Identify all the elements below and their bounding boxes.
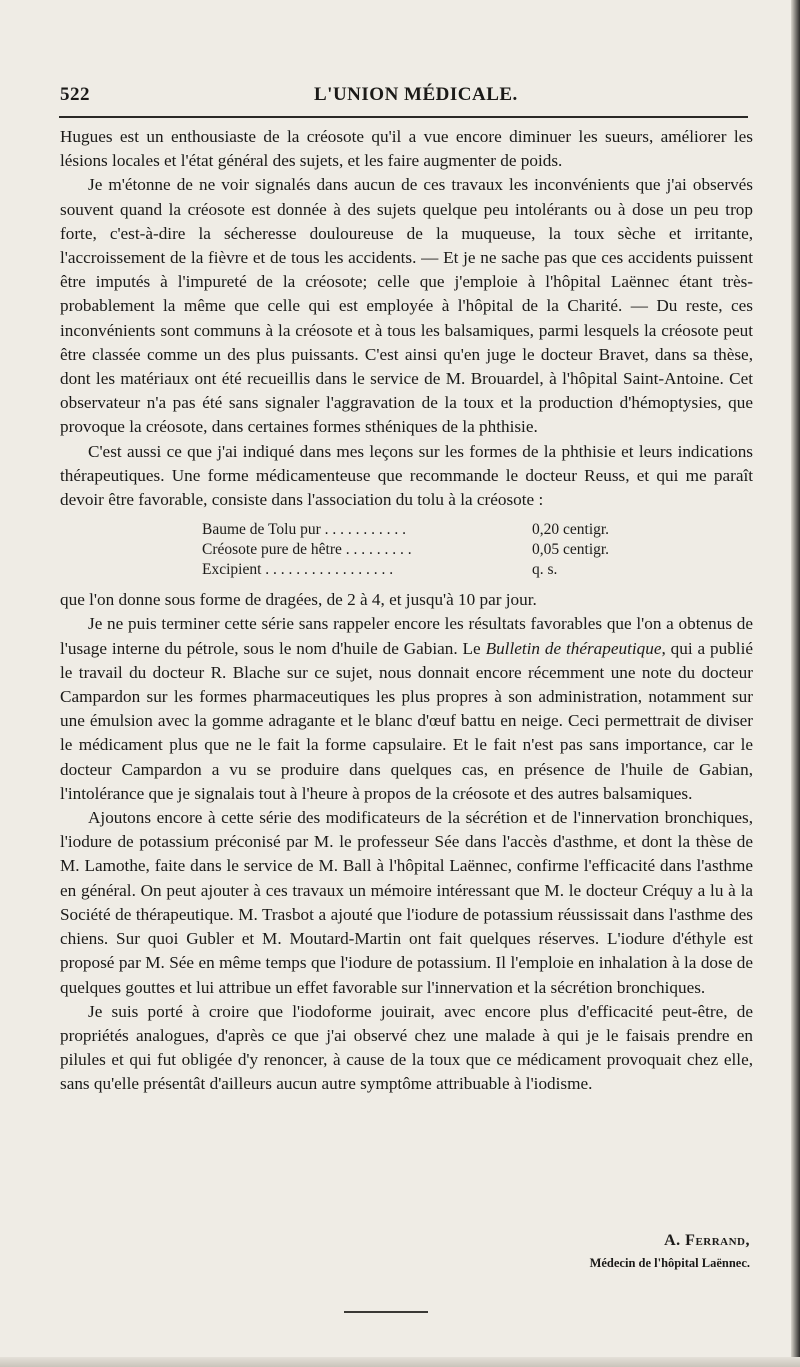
header-rule — [59, 116, 748, 118]
ingredient-quantity: 0,05 centigr. — [532, 541, 610, 559]
formula-row — [202, 520, 682, 540]
article-body — [60, 125, 753, 1097]
prescription-formula — [202, 520, 682, 580]
end-rule — [344, 1311, 428, 1313]
author-name: A. Ferrand, — [664, 1232, 750, 1249]
ingredient-quantity: q. s. — [532, 561, 558, 579]
paragraph — [60, 612, 753, 806]
paragraph: C'est aussi ce que j'ai indiqué dans mes leçons sur les formes de la phthisie et leurs indications thérapeutiques. Une forme médicamenteuse que recommande le docteur Reuss, et qui me paraît devoir être favorable, consiste dans l'association du tolu à la créosote : — [60, 441, 753, 510]
page-edge-shadow — [791, 0, 800, 1367]
formula-row — [202, 560, 682, 580]
author-signature — [540, 1232, 750, 1271]
formula-row — [202, 540, 682, 560]
paragraph-text: Je ne puis terminer cette série sans rappeler encore les résultats favorables que l'on a obtenus de l'usage interne du pétrole, sous le nom d'huile de Gabian. Le — [60, 614, 753, 658]
paragraph: Ajoutons encore à cette série des modificateurs de la sécrétion et de l'innervation bronchiques, l'iodure de potassium préconisé par M. le professeur Sée dans l'accès d'asthme, et dont la thèse de M. Lamothe, faite dans le service de M. Ball à l'hôpital Laënnec, confirme l'efficacité dans l'asthme en général. On peut ajouter à ces travaux un mémoire intéressant que M. le docteur Créquy a lu à la Société de thérapeutique. M. Trasbot a ajouté que l'iodure de potassium réussissait dans l'asthme des chiens. Sur quoi Gubler et M. Moutard-Martin ont fait quelques réserves. L'iodure d'éthyle est proposé par M. Sée en même temps que l'iodure de potassium. Il l'emploie en inhalation à la dose de quelques gouttes et lui attribue un effet favorable sur l'innervation et la sécrétion bronchiques. — [60, 808, 753, 997]
ingredient-quantity: 0,20 centigr. — [532, 521, 610, 539]
paragraph: Je m'étonne de ne voir signalés dans aucun de ces travaux les inconvénients que j'ai observés souvent quand la créosote est donnée à des sujets quelque peu intolérants ou à dose un peu trop forte, c'est-à-dire la sécheresse douloureuse de la muqueuse, la toux sèche et irritante, l'accroissement de la fièvre et de tous les accidents. — Et je ne sache pas que ces accidents puissent être imputés à l'impureté de la créosote; celle que j'emploie à l'hôpital Laënnec étant très-probablement la même que celle qui est employée à l'hôpital de la Charité. — Du reste, ces inconvénients sont communs à la créosote et à tous les balsamiques, parmi lesquels la créosote peut être classée comme un des plus puissants. C'est ainsi qu'en juge le docteur Bravet, dans sa thèse, dont les matériaux ont été recueillis dans le service de M. Brouardel, à l'hôpital Saint-Antoine. Cet observateur n'a pas été sans signaler l'aggravation de la toux et la production d'hémoptysies, que provoque la créosote, dans certaines formes sthéniques de la phthisie. — [60, 175, 753, 437]
ingredient-name: Créosote pure de hêtre . . . . . . . . . — [202, 541, 412, 559]
paragraph: Hugues est un enthousiaste de la créosote qu'il a vue encore diminuer les sueurs, améliorer les lésions locales et l'état général des sujets, et les faire augmenter de poids. — [60, 127, 753, 171]
ingredient-name: Baume de Tolu pur . . . . . . . . . . . — [202, 521, 406, 539]
author-title: Médecin de l'hôpital Laënnec. — [589, 1256, 750, 1270]
paragraph: que l'on donne sous forme de dragées, de 2 à 4, et jusqu'à 10 par jour. — [60, 590, 537, 610]
running-header — [60, 84, 750, 110]
page-bottom-edge — [0, 1357, 800, 1367]
journal-reference: Bulletin de thérapeutique — [485, 638, 662, 658]
page-number: 522 — [60, 84, 90, 105]
journal-title: L'UNION MÉDICALE. — [314, 84, 518, 105]
paragraph-text: , qui a publié le travail du docteur R. Blache sur ce sujet, nous donnait encore récemment une note du docteur Campardon sur les formes pharmaceutiques les plus propres à son administration, notamment sur une émulsion avec la gomme adragante et le blanc d'œuf battu en neige. Ceci permettrait de diviser le médicament plus que ne le fait la forme capsulaire. Et le fait n'est pas sans importance, car le docteur Campardon a vu se produire dans quelques cas, en présence de l'huile de Gabian, l'intolérance que je signalais tout à l'heure à propos de la créosote et des autres balsamiques. — [60, 638, 753, 803]
ingredient-name: Excipient . . . . . . . . . . . . . . . . . — [202, 561, 394, 579]
paragraph: Je suis porté à croire que l'iodoforme jouirait, avec encore plus d'efficacité peut-être, de propriétés analogues, d'après ce que j'ai observé chez une malade à qui je le faisais prendre en pilules et qui fut obligée d'y renoncer, à cause de la toux que ce médicament provoquait chez elle, sans qu'elle présentât d'ailleurs aucun autre symptôme attribuable à l'iodisme. — [60, 1001, 753, 1094]
